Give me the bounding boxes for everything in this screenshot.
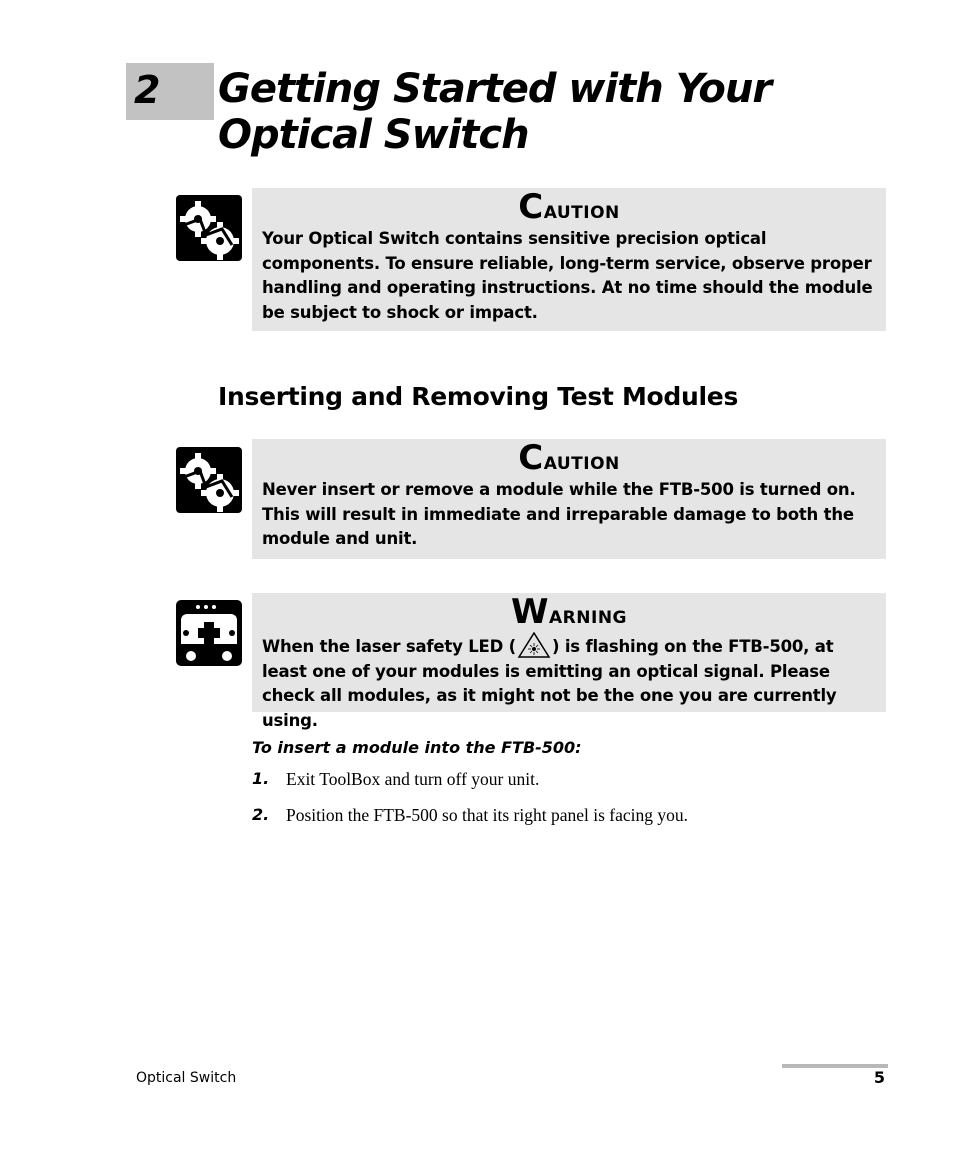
chapter-title-line1: Getting Started with Your bbox=[218, 66, 772, 112]
step-text: Exit ToolBox and turn off your unit. bbox=[286, 769, 540, 789]
caution-gear-icon bbox=[176, 195, 242, 261]
warning-text: When the laser safety LED ( ) is flashing on the FTB-500, at least one of your modules is emitting an optical signal. Please check all modules, as it might not be the one you are currently using. bbox=[262, 632, 876, 733]
footer-document-title: Optical Switch bbox=[136, 1070, 237, 1086]
chapter-title-line2: Optical Switch bbox=[218, 112, 529, 158]
caution-box-2 bbox=[252, 439, 886, 559]
step-text: Position the FTB-500 so that its right panel is facing you. bbox=[286, 805, 688, 825]
ambulance-icon bbox=[176, 600, 242, 666]
step-number: 2. bbox=[252, 805, 270, 824]
section-title: Inserting and Removing Test Modules bbox=[218, 382, 739, 411]
chapter-number: 2 bbox=[134, 68, 161, 112]
caution-box-1 bbox=[252, 188, 886, 331]
laser-warning-icon bbox=[517, 632, 551, 658]
caution-heading-1: Caution bbox=[518, 187, 620, 227]
caution-gear-icon bbox=[176, 447, 242, 513]
warning-heading: Warning bbox=[511, 592, 627, 632]
chapter-title bbox=[218, 66, 918, 158]
caution-text-1: Your Optical Switch contains sensitive precision optical components. To ensure reliable, long-term service, observe proper handling and operating instructions. At no time should the module be subject to shock or impact. bbox=[262, 229, 873, 322]
page-number: 5 bbox=[873, 1068, 885, 1087]
step-number: 1. bbox=[252, 769, 270, 788]
caution-heading-2: Caution bbox=[518, 438, 620, 478]
procedure-title: To insert a module into the FTB-500: bbox=[252, 738, 582, 757]
caution-text-2: Never insert or remove a module while the FTB-500 is turned on. This will result in immediate and irreparable damage to both the module and unit. bbox=[262, 480, 856, 549]
warning-box bbox=[252, 592, 886, 730]
